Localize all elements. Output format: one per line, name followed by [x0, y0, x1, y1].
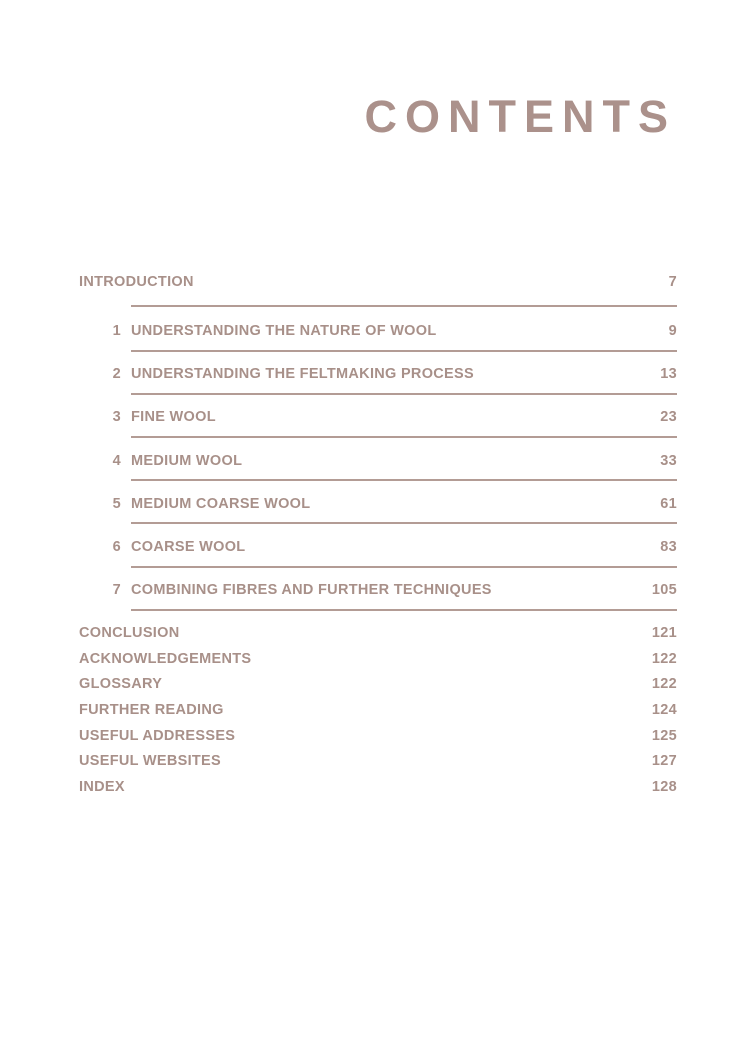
toc-entry-label: MEDIUM WOOL	[131, 453, 243, 469]
toc-entry-number: 6	[112, 539, 121, 555]
divider-rule	[131, 522, 677, 524]
toc-entry-label: USEFUL WEBSITES	[79, 753, 221, 769]
divider-rule	[131, 393, 677, 395]
toc-entry-chapter-7[interactable]	[79, 578, 677, 602]
toc-entry-label: FURTHER READING	[79, 702, 224, 718]
toc-entry-page: 125	[651, 728, 677, 744]
divider-rule	[131, 479, 677, 481]
toc-entry-number: 1	[112, 323, 121, 339]
toc-entry-page: 122	[651, 651, 677, 667]
toc-entry-label: ACKNOWLEDGEMENTS	[79, 651, 252, 667]
toc-entry-number: 7	[112, 582, 121, 598]
toc-entry-page: 127	[651, 753, 677, 769]
toc-entry-chapter-5[interactable]	[79, 492, 677, 516]
toc-entry-number: 2	[112, 366, 121, 382]
toc-entry-page: 128	[651, 779, 677, 795]
toc-entry-further-reading[interactable]	[79, 698, 677, 722]
toc-entry-glossary[interactable]	[79, 672, 677, 696]
toc-entry-chapter-2[interactable]	[79, 362, 677, 386]
toc-entry-label: COARSE WOOL	[131, 539, 246, 555]
toc-entry-introduction[interactable]	[79, 270, 677, 294]
toc-entry-label: USEFUL ADDRESSES	[79, 728, 236, 744]
toc-entry-page: 33	[660, 453, 677, 469]
toc-entry-label: GLOSSARY	[79, 676, 163, 692]
toc-entry-label: UNDERSTANDING THE FELTMAKING PROCESS	[131, 366, 474, 382]
toc-entry-chapter-1[interactable]	[79, 319, 677, 343]
divider-rule	[131, 436, 677, 438]
divider-rule	[131, 566, 677, 568]
toc-entry-label: COMBINING FIBRES AND FURTHER TECHNIQUES	[131, 582, 492, 598]
divider-rule	[131, 350, 677, 352]
toc-entry-acknowledgements[interactable]	[79, 647, 677, 671]
toc-entry-page: 83	[660, 539, 677, 555]
toc-entry-chapter-4[interactable]	[79, 449, 677, 473]
toc-entry-number: 3	[112, 409, 121, 425]
toc-entry-page: 61	[660, 496, 677, 512]
toc-entry-page: 121	[651, 625, 677, 641]
divider-rule	[131, 609, 677, 611]
toc-entry-label: INDEX	[79, 779, 125, 795]
toc-entry-chapter-6[interactable]	[79, 535, 677, 559]
toc-entry-label: UNDERSTANDING THE NATURE OF WOOL	[131, 323, 437, 339]
toc-entry-number: 5	[112, 496, 121, 512]
toc-entry-chapter-3[interactable]	[79, 405, 677, 429]
toc-entry-page: 7	[668, 274, 677, 290]
toc-entry-page: 13	[660, 366, 677, 382]
toc-entry-conclusion[interactable]	[79, 621, 677, 645]
toc-entry-page: 122	[651, 676, 677, 692]
toc-entry-page: 9	[668, 323, 677, 339]
toc-entry-label: INTRODUCTION	[79, 274, 194, 290]
toc-entry-label: MEDIUM COARSE WOOL	[131, 496, 311, 512]
toc-entry-index[interactable]	[79, 775, 677, 799]
toc-entry-label: FINE WOOL	[131, 409, 216, 425]
toc-entry-page: 124	[651, 702, 677, 718]
toc-entry-useful-addresses[interactable]	[79, 724, 677, 748]
divider-rule	[131, 305, 677, 307]
toc-entry-useful-websites[interactable]	[79, 749, 677, 773]
toc-entry-label: CONCLUSION	[79, 625, 180, 641]
page-title: CONTENTS	[364, 91, 676, 142]
toc-entry-number: 4	[112, 453, 121, 469]
toc-entry-page: 23	[660, 409, 677, 425]
toc-entry-page: 105	[651, 582, 677, 598]
